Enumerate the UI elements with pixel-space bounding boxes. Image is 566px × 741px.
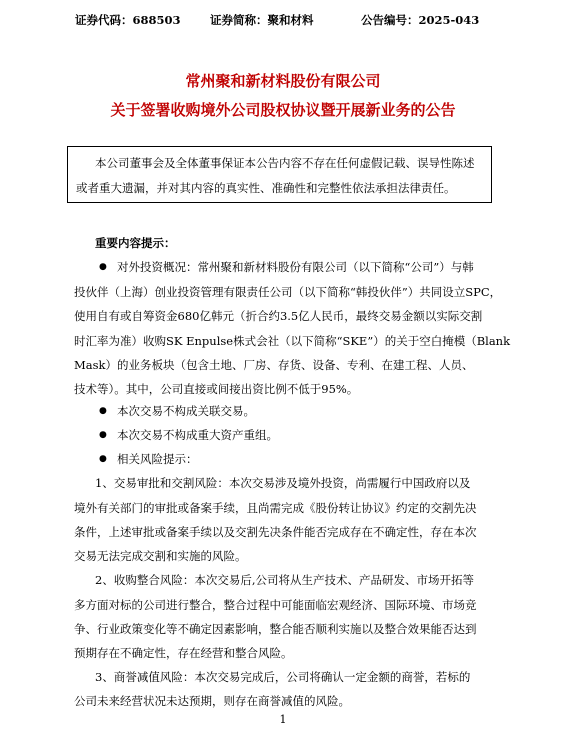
risk-paragraph-line: 境外有关部门的审批或备案手续，且尚需完成《股份转让协议》约定的交割先决 bbox=[74, 501, 477, 515]
announcement-title: 关于签署收购境外公司股权协议暨开展新业务的公告 bbox=[110, 101, 456, 119]
risk-paragraph-line: 交易无法完成交割和实施的风险。 bbox=[74, 549, 247, 563]
bullet-icon: ● bbox=[99, 406, 107, 416]
disclaimer-line: 本公司董事会及全体董事保证本公告内容不存在任何虚假记载、误导性陈述 bbox=[95, 156, 475, 170]
disclaimer-box bbox=[67, 146, 492, 203]
risk-paragraph-line: 条件，上述审批或备案手续以及交割先决条件能否完成存在不确定性，存在本次 bbox=[74, 525, 477, 539]
page-number: 1 bbox=[279, 713, 287, 726]
company-title: 常州聚和新材料股份有限公司 bbox=[185, 72, 381, 90]
highlight-item-line: 投伙伴（上海）创业投资管理有限责任公司（以下简称“韩投伙伴”）共同设立SPC， bbox=[74, 285, 502, 299]
highlight-item-line: 使用自有或自筹资金680亿韩元（折合约3.5亿人民币，最终交易金额以实际交割 bbox=[74, 309, 483, 323]
highlight-item: 相关风险提示： bbox=[117, 452, 198, 466]
risk-paragraph-line: 1、交易审批和交割风险：本次交易涉及境外投资，尚需履行中国政府以及 bbox=[95, 476, 471, 490]
bullet-icon: ● bbox=[99, 262, 107, 272]
risk-paragraph-line: 3、商誉减值风险：本次交易完成后，公司将确认一定金额的商誉，若标的 bbox=[95, 670, 471, 684]
bullet-icon: ● bbox=[99, 430, 107, 440]
bullet-icon: ● bbox=[99, 454, 107, 464]
highlight-item-line: Mask）的业务板块（包含土地、厂房、存货、设备、专利、在建工程、人员、 bbox=[74, 358, 474, 372]
notice-number: 公告编号：2025-043 bbox=[361, 13, 480, 27]
stock-abbreviation: 证券简称：聚和材料 bbox=[210, 13, 314, 27]
highlight-item-line: 时汇率为准）收购SK Enpulse株式会社（以下简称“SKE”）的关于空白掩模（Blank bbox=[74, 334, 511, 348]
risk-paragraph-line: 多方面对标的公司进行整合，整合过程中可能面临宏观经济、国际环境、市场竞 bbox=[74, 598, 477, 612]
risk-paragraph-line: 2、收购整合风险：本次交易后,公司将从生产技术、产品研发、市场开拓等 bbox=[95, 573, 474, 587]
highlight-item-line: 对外投资概况：常州聚和新材料股份有限公司（以下简称“公司”）与韩 bbox=[117, 260, 474, 274]
highlight-item-line: 技术等）。其中，公司直接或间接出资比例不低于95%。 bbox=[74, 382, 359, 396]
risk-paragraph-line: 预期存在不确定性，存在经营和整合风险。 bbox=[74, 646, 293, 660]
risk-paragraph-line: 争、行业政策变化等不确定因素影响，整合能否顺利实施以及整合效果能否达到 bbox=[74, 622, 477, 636]
highlight-item: 本次交易不构成重大资产重组。 bbox=[117, 428, 278, 442]
risk-paragraph-line: 公司未来经营状况未达预期，则存在商誉减值的风险。 bbox=[74, 694, 350, 708]
disclaimer-line: 或者重大遗漏，并对其内容的真实性、准确性和完整性依法承担法律责任。 bbox=[76, 181, 456, 195]
stock-code: 证券代码：688503 bbox=[75, 13, 181, 27]
highlight-item: 本次交易不构成关联交易。 bbox=[117, 404, 255, 418]
highlights-heading: 重要内容提示： bbox=[95, 236, 176, 250]
